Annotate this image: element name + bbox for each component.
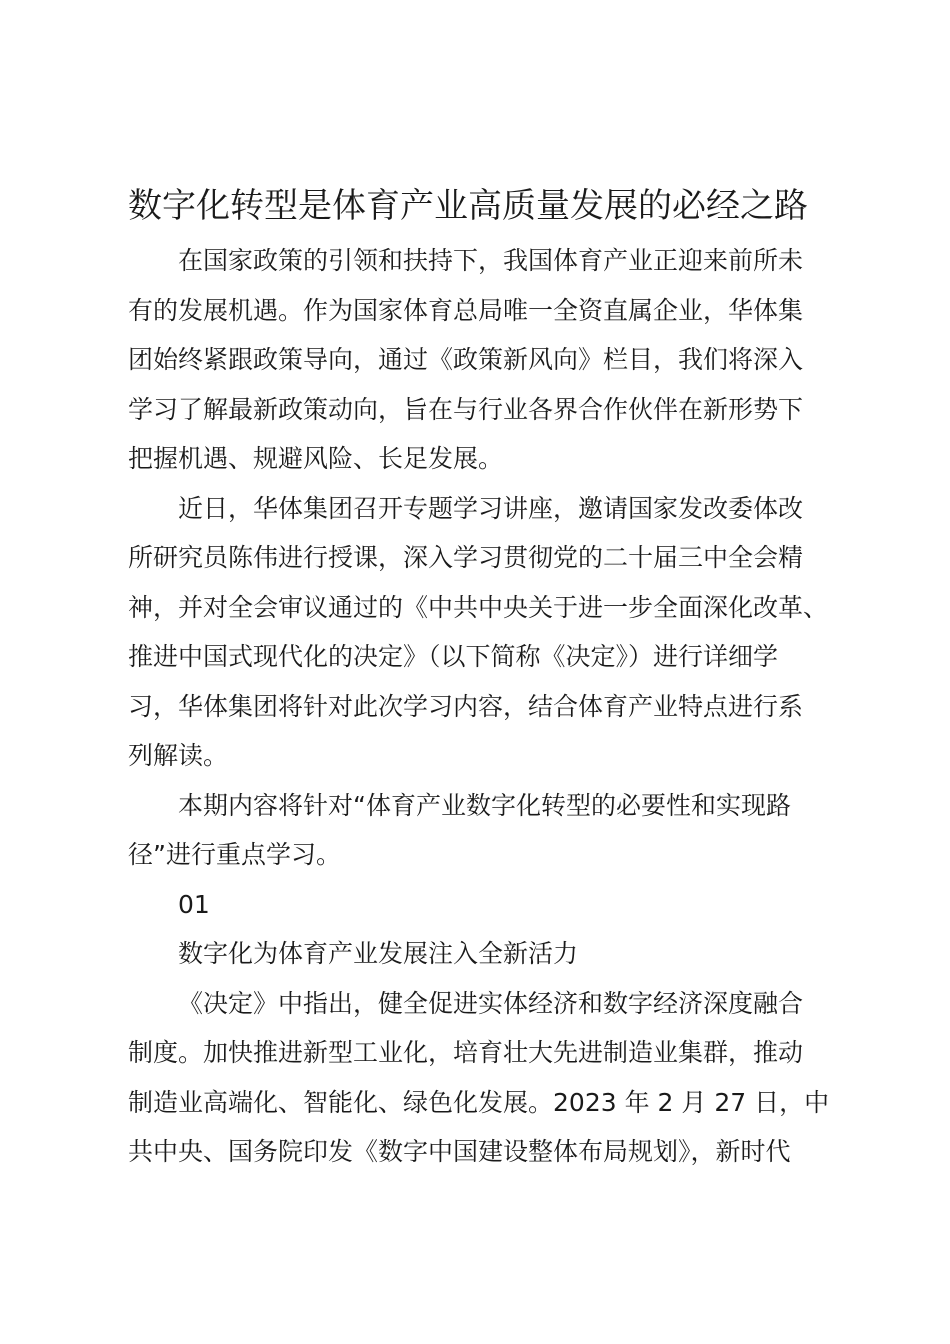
paragraph-line: 01 bbox=[178, 889, 210, 919]
paragraph bbox=[128, 781, 832, 880]
paragraph-line: 把握机遇、规避风险、长足发展。 bbox=[128, 444, 504, 473]
paragraph-line: 推进中国式现代化的决定》（以下简称《决定》）进行详细学 bbox=[128, 642, 779, 671]
paragraph bbox=[128, 484, 832, 781]
paragraph bbox=[128, 929, 832, 979]
paragraph-line: 数字化为体育产业发展注入全新活力 bbox=[178, 939, 579, 968]
paragraph-line: 神，并对全会审议通过的《中共中央关于进一步全面深化改革、 bbox=[128, 592, 829, 622]
paragraph bbox=[128, 979, 832, 1177]
paragraph-line: 所研究员陈伟进行授课，深入学习贯彻党的二十届三中全会精 bbox=[128, 543, 804, 572]
paragraph-line: 制度。加快推进新型工业化，培育壮大先进制造业集群，推动 bbox=[128, 1038, 804, 1067]
paragraph-line: 径”进行重点学习。 bbox=[128, 840, 341, 869]
paragraph-line: 在国家政策的引领和扶持下，我国体育产业正迎来前所未 bbox=[178, 246, 804, 275]
paragraph-line: 制造业高端化、智能化、绿色化发展。2023 年 2 月 27 日，中 bbox=[128, 1087, 830, 1117]
paragraph-line: 列解读。 bbox=[128, 741, 229, 770]
paragraph bbox=[128, 236, 832, 484]
paragraph-line: 《决定》中指出，健全促进实体经济和数字经济深度融合 bbox=[178, 988, 804, 1018]
paragraph-line: 团始终紧跟政策导向，通过《政策新风向》栏目，我们将深入 bbox=[128, 345, 804, 374]
document-body bbox=[128, 236, 832, 1177]
paragraph-line: 有的发展机遇。作为国家体育总局唯一全资直属企业，华体集 bbox=[128, 295, 804, 325]
paragraph bbox=[128, 880, 832, 930]
paragraph-line: 共中央、国务院印发《数字中国建设整体布局规划》，新时代 bbox=[128, 1137, 791, 1166]
paragraph-line: 近日，华体集团召开专题学习讲座，邀请国家发改委体改 bbox=[178, 493, 804, 523]
paragraph-line: 习，华体集团将针对此次学习内容，结合体育产业特点进行系 bbox=[128, 691, 804, 721]
paragraph-line: 学习了解最新政策动向，旨在与行业各界合作伙伴在新形势下 bbox=[128, 394, 804, 424]
document-title: 数字化转型是体育产业高质量发展的必经之路 bbox=[128, 186, 808, 226]
document-page bbox=[128, 176, 832, 1177]
paragraph-line: 本期内容将针对“体育产业数字化转型的必要性和实现路 bbox=[178, 790, 791, 820]
